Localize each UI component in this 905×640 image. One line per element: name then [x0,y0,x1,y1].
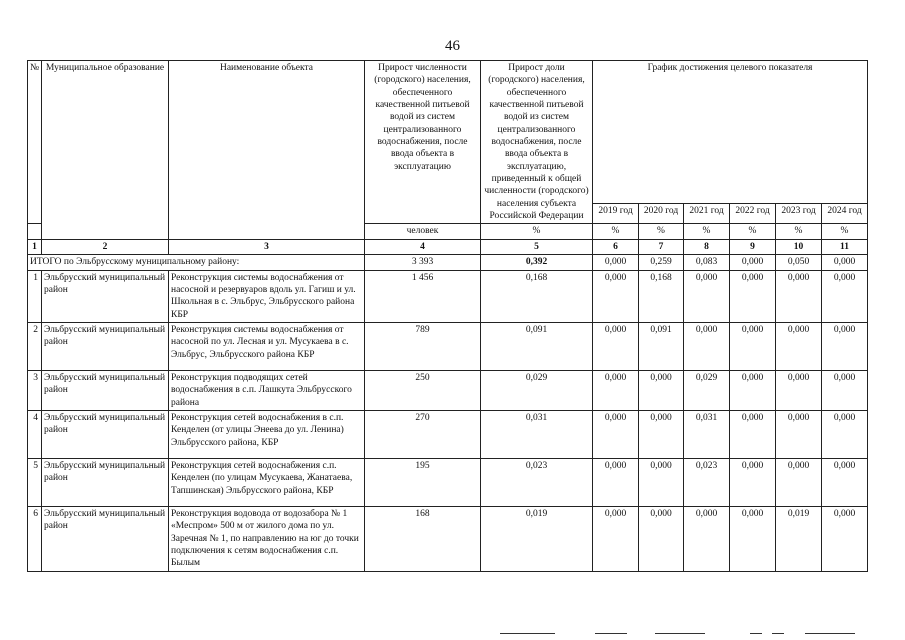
row-object: Реконструкция системы водоснабжения от насосной по ул. Лесная и ул. Мусукаева в с. Эльбрус, Эльбрусского района КБР [169,322,365,370]
footer-line [772,633,784,634]
footer-line [500,633,555,634]
row-year-value: 0,000 [776,410,822,458]
unit-percent: % [730,224,776,239]
total-year-value: 0,000 [730,255,776,270]
row-object: Реконструкция сетей водоснабжения с.п. Кенделен (по улицам Мусукаева, Жанатаева, Тапшинская) Эльбрусского района, КБР [169,458,365,506]
total-year-value: 0,259 [639,255,684,270]
row-object: Реконструкция сетей водоснабжения в с.п. Кенделен (от улицы Энеева до ул. Ленина) Эльбрусского района, КБР [169,410,365,458]
row-year-value: 0,000 [730,410,776,458]
row-year-value: 0,000 [593,322,639,370]
row-year-value: 0,000 [730,506,776,571]
table-row [28,370,868,410]
row-year-value: 0,000 [730,458,776,506]
row-year-value: 0,000 [593,270,639,322]
table-row [28,410,868,458]
total-label: ИТОГО по Эльбрусскому муниципальному району: [28,255,365,270]
row-year-value: 0,000 [822,270,868,322]
row-year-value: 0,000 [684,270,730,322]
row-share: 0,023 [481,458,593,506]
row-population: 250 [365,370,481,410]
row-municipality: Эльбрусский муниципальный район [42,410,169,458]
unit-people: человек [365,224,481,239]
row-year-value: 0,000 [730,322,776,370]
footer-line [655,633,705,634]
footer-line [595,633,627,634]
target-indicator-table [27,60,868,572]
row-municipality: Эльбрусский муниципальный район [42,322,169,370]
row-year-value: 0,000 [776,322,822,370]
column-number: 3 [169,239,365,254]
row-year-value: 0,000 [730,370,776,410]
row-year-value: 0,000 [730,270,776,322]
header-object: Наименование объекта [169,61,365,240]
header-year: 2020 год [639,204,684,224]
total-row [28,255,868,270]
row-year-value: 0,000 [593,458,639,506]
row-year-value: 0,000 [776,370,822,410]
table-row [28,458,868,506]
unit-percent: % [822,224,868,239]
column-number: 11 [822,239,868,254]
column-number: 10 [776,239,822,254]
total-year-value: 0,050 [776,255,822,270]
row-object: Реконструкция подводящих сетей водоснабжения в с.п. Лашкута Эльбрусского района [169,370,365,410]
row-year-value: 0,031 [684,410,730,458]
column-number: 6 [593,239,639,254]
header-year: 2021 год [684,204,730,224]
unit-percent: % [684,224,730,239]
row-number: 5 [28,458,42,506]
row-year-value: 0,023 [684,458,730,506]
header-year: 2019 год [593,204,639,224]
header-no: № [28,61,42,224]
table-row [28,270,868,322]
row-year-value: 0,000 [639,506,684,571]
row-number: 4 [28,410,42,458]
row-object: Реконструкция водовода от водозабора № 1 «Меспром» 500 м от жилого дома по ул. Заречная № 1, по направлению на юг до точки подключения к сетям водоснабжения с.п. Былым [169,506,365,571]
unit-percent: % [593,224,639,239]
row-year-value: 0,000 [639,458,684,506]
column-number: 4 [365,239,481,254]
total-year-value: 0,083 [684,255,730,270]
page-number: 46 [445,38,460,54]
row-year-value: 0,000 [684,322,730,370]
header-schedule: График достижения целевого показателя [593,61,868,204]
row-number: 1 [28,270,42,322]
row-year-value: 0,000 [639,370,684,410]
column-number: 9 [730,239,776,254]
row-share: 0,019 [481,506,593,571]
column-number: 1 [28,239,42,254]
column-number: 5 [481,239,593,254]
row-object: Реконструкция системы водоснабжения от насосной и резервуаров вдоль ул. Гагиш и ул. Школьная в с. Эльбрус, Эльбрусского района КБР [169,270,365,322]
row-year-value: 0,000 [822,410,868,458]
column-number: 7 [639,239,684,254]
footer-line [805,633,855,634]
column-number: 8 [684,239,730,254]
row-year-value: 0,000 [822,458,868,506]
row-number: 3 [28,370,42,410]
row-population: 195 [365,458,481,506]
units-empty [28,224,42,239]
unit-percent: % [639,224,684,239]
row-municipality: Эльбрусский муниципальный район [42,458,169,506]
row-share: 0,029 [481,370,593,410]
row-share: 0,031 [481,410,593,458]
column-number: 2 [42,239,169,254]
row-municipality: Эльбрусский муниципальный район [42,506,169,571]
header-municipality: Муниципальное образование [42,61,169,240]
row-year-value: 0,000 [593,506,639,571]
row-share: 0,168 [481,270,593,322]
table-row [28,322,868,370]
footer-line [750,633,762,634]
header-year: 2022 год [730,204,776,224]
header-population-growth: Прирост численности (городского) населения, обеспеченного качественной питьевой водой из систем централизованного водоснабжения, после ввода объекта в эксплуатацию [365,61,481,224]
table-row [28,506,868,571]
row-number: 6 [28,506,42,571]
row-year-value: 0,000 [593,410,639,458]
total-year-value: 0,000 [593,255,639,270]
row-municipality: Эльбрусский муниципальный район [42,270,169,322]
row-year-value: 0,019 [776,506,822,571]
row-share: 0,091 [481,322,593,370]
row-population: 270 [365,410,481,458]
column-numbers-row [28,239,868,254]
total-year-value: 0,000 [822,255,868,270]
row-year-value: 0,000 [822,370,868,410]
total-population: 3 393 [365,255,481,270]
row-population: 168 [365,506,481,571]
row-number: 2 [28,322,42,370]
header-year: 2024 год [822,204,868,224]
row-year-value: 0,000 [593,370,639,410]
unit-percent: % [481,224,593,239]
header-share-growth: Прирост доли (городского) населения, обеспеченного качественной питьевой водой из систем централизованного водоснабжения, после ввода объекта в эксплуатацию, приведенный к общей численности (городского) населения субъекта Российской Федерации [481,61,593,224]
row-year-value: 0,000 [776,270,822,322]
row-year-value: 0,000 [639,410,684,458]
row-year-value: 0,000 [684,506,730,571]
row-year-value: 0,091 [639,322,684,370]
unit-percent: % [776,224,822,239]
total-share: 0,392 [481,255,593,270]
header-row [28,61,868,204]
row-year-value: 0,000 [822,506,868,571]
row-population: 789 [365,322,481,370]
row-year-value: 0,168 [639,270,684,322]
row-year-value: 0,029 [684,370,730,410]
row-year-value: 0,000 [822,322,868,370]
header-year: 2023 год [776,204,822,224]
row-population: 1 456 [365,270,481,322]
row-year-value: 0,000 [776,458,822,506]
row-municipality: Эльбрусский муниципальный район [42,370,169,410]
